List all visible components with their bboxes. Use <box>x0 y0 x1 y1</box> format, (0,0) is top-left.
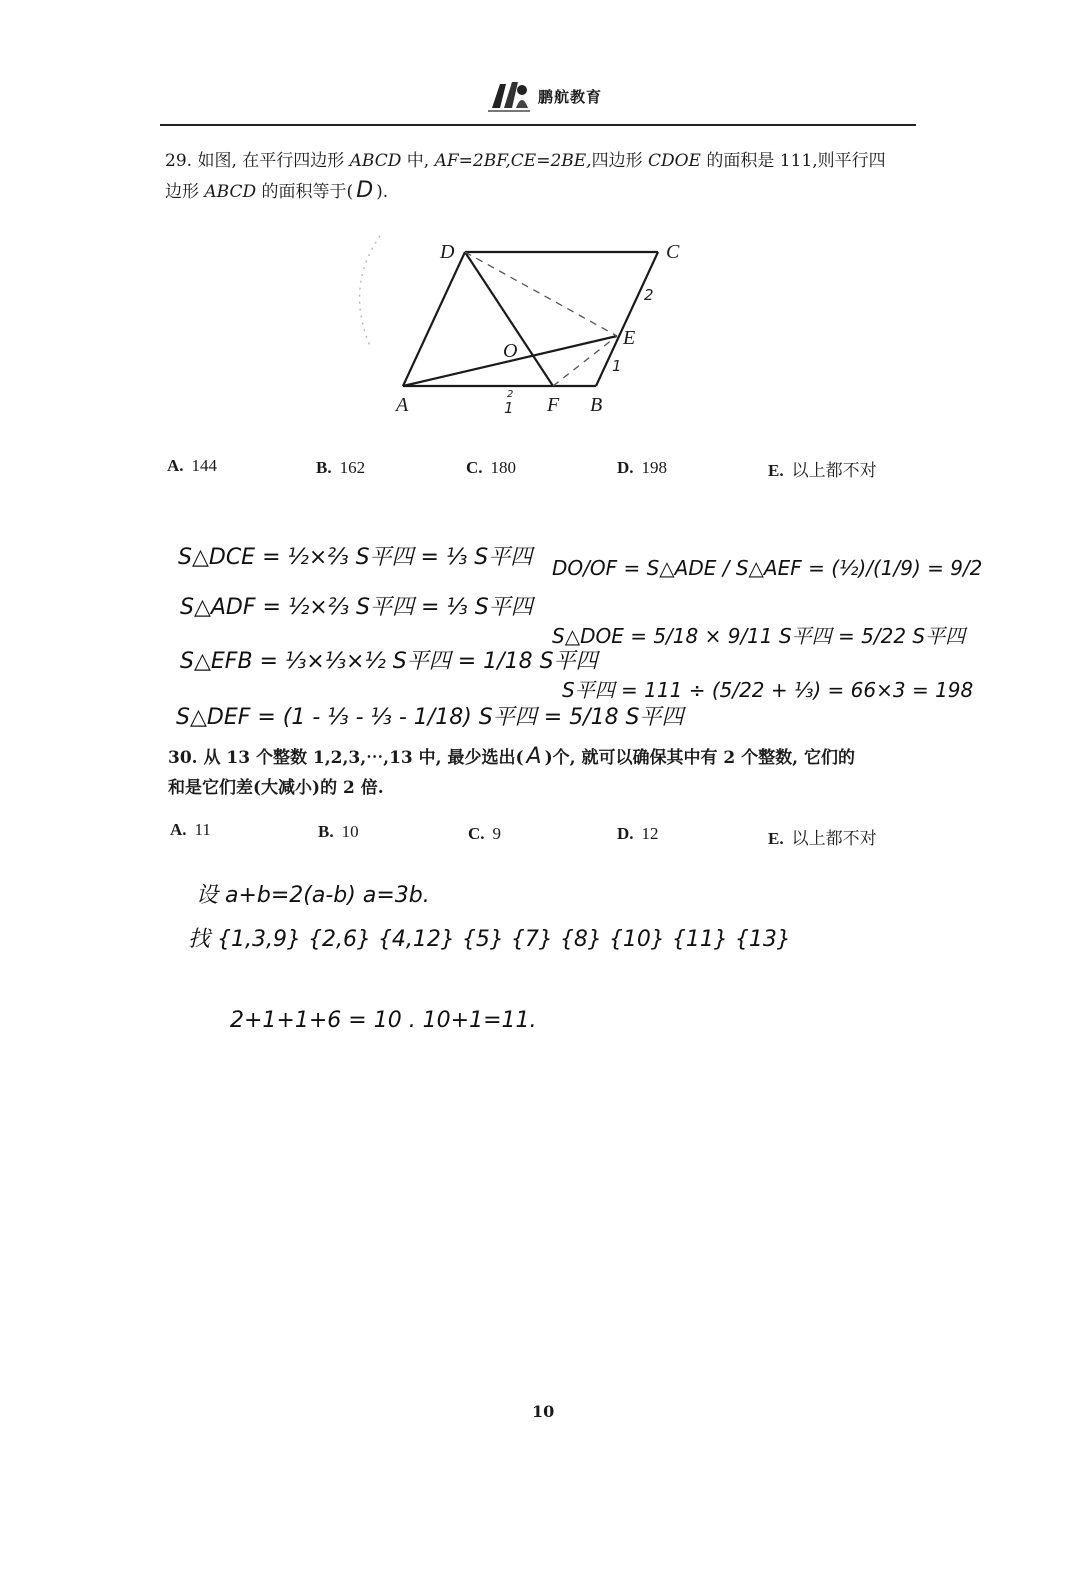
option-30-c[interactable]: C. 9 <box>468 824 502 843</box>
label-o: O <box>503 340 518 362</box>
option-29-b[interactable]: B. 162 <box>316 458 366 477</box>
handwritten-ratio-1: 1 <box>612 357 622 375</box>
label-d: D <box>440 241 455 263</box>
work-29-line-1: S△DCE = ½×⅔ S平四 = ⅓ S平四 <box>178 545 533 570</box>
question-29-line-2: 边形 ABCD 的面积等于( D ). <box>165 176 917 207</box>
header <box>486 78 626 114</box>
option-30-d[interactable]: D. 12 <box>617 824 659 843</box>
label-c: C <box>666 241 680 263</box>
edge-ad <box>403 252 465 386</box>
work-29-line-3: S△EFB = ⅓×⅓×½ S平四 = 1/18 S平四 <box>180 649 598 674</box>
option-29-a[interactable]: A. 144 <box>167 456 218 475</box>
label-f: F <box>547 394 560 416</box>
work-30-line-1: 设 a+b=2(a-b) a=3b. <box>196 883 430 908</box>
work-30-line-3: 2+1+1+6 = 10 . 10+1=11. <box>230 1008 537 1033</box>
page-number: 10 <box>532 1402 555 1421</box>
question-30-line-1: 30. 从 13 个整数 1,2,3,⋯,13 中, 最少选出( A )个, 就可以确保其中有 2 个整数, 它们的 <box>168 742 916 773</box>
option-30-a[interactable]: A. 11 <box>170 820 211 839</box>
dashed-de <box>465 252 617 336</box>
handwritten-ratio-2: 2 <box>644 286 654 304</box>
handwritten-ratio-2b: 2 <box>507 389 514 400</box>
option-30-b[interactable]: B. 10 <box>318 822 359 841</box>
question-30 <box>168 742 916 803</box>
work-29-area-doe: S△DOE = 5/18 × 9/11 S平四 = 5/22 S平四 <box>552 624 966 648</box>
question-29 <box>165 146 917 207</box>
work-29-line-4: S△DEF = (1 - ⅓ - ⅓ - 1/18) S平四 = 5/18 S平四 <box>176 705 684 730</box>
handwritten-answer-30: A <box>526 744 542 769</box>
option-29-c[interactable]: C. 180 <box>466 458 517 477</box>
option-29-e[interactable]: E. 以上都不对 <box>768 461 877 480</box>
work-29-line-2: S△ADF = ½×⅔ S平四 = ⅓ S平四 <box>180 595 533 620</box>
question-29-line-1: 29. 如图, 在平行四边形 ABCD 中, AF=2BF,CE=2BE,四边形 CDOE 的面积是 111,则平行四 <box>165 151 886 171</box>
faint-pencil-arc <box>360 236 380 346</box>
work-29-ratio: DO/OF = S△ADE / S△AEF = (½)/(1/9) = 9/2 <box>552 556 983 580</box>
parallelogram-figure <box>340 226 720 426</box>
option-29-d[interactable]: D. 198 <box>617 458 668 477</box>
brand-name: 鹏航教育 <box>538 88 603 106</box>
question-30-line-2: 和是它们差(大减小)的 2 倍. <box>168 778 384 798</box>
logo-icon <box>486 78 532 114</box>
option-30-e[interactable]: E. 以上都不对 <box>768 829 877 848</box>
work-29-result: S平四 = 111 ÷ (5/22 + ⅓) = 66×3 = 198 <box>562 678 974 702</box>
handwritten-ratio-1b: 1 <box>504 399 514 417</box>
segment-df <box>465 252 553 386</box>
handwritten-answer-29: D <box>356 178 374 203</box>
label-a: A <box>396 394 409 416</box>
label-b: B <box>590 394 603 416</box>
label-e: E <box>623 327 636 349</box>
edge-cb <box>596 252 658 386</box>
header-divider <box>160 124 916 126</box>
work-30-line-2: 找 {1,3,9} {2,6} {4,12} {5} {7} {8} {10} {11} {13} <box>188 927 791 952</box>
